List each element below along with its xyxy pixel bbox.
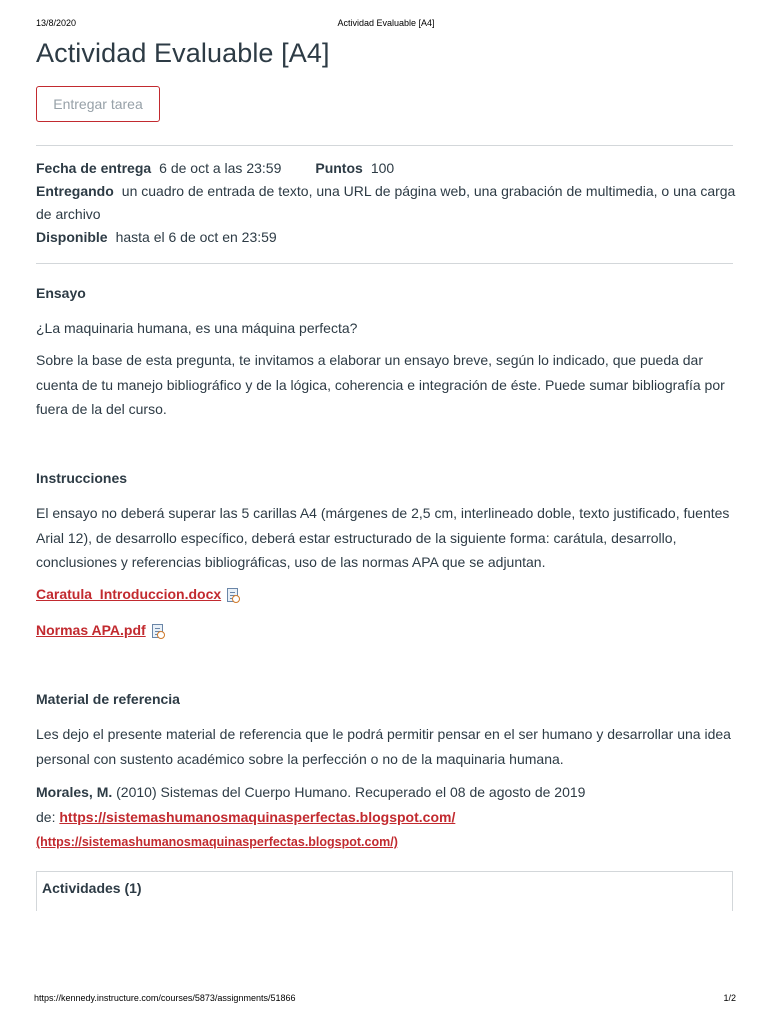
essay-body: Sobre la base de esta pregunta, te invitamos a elaborar un ensayo breve, según lo indicado, que pueda dar cuenta de tu manejo bibliográfico y de la lógica, coherencia e integración de éste. Puede sumar bibliografía por fuera de la del curso. — [36, 352, 725, 417]
essay-question: ¿La maquinaria humana, es una máquina perfecta? — [36, 320, 358, 336]
activities-heading: Actividades (1) — [42, 880, 142, 896]
submit-assignment-button[interactable]: Entregar tarea — [36, 86, 160, 122]
page-title: Actividad Evaluable [A4] — [36, 38, 330, 68]
print-title: Actividad Evaluable [A4] — [337, 18, 435, 28]
citation-text: (2010) Sistemas del Cuerpo Humano. Recuperado el 08 de agosto de 2019 — [112, 784, 586, 800]
essay-heading: Ensayo — [36, 285, 86, 301]
submitting-row — [36, 180, 736, 226]
reference-heading: Material de referencia — [36, 691, 180, 707]
instructions-body: El ensayo no deberá superar las 5 carillas A4 (márgenes de 2,5 cm, interlineado doble, texto justificado, fuentes Arial 12), de desarrollo específico, deberá estar estructurado de la siguiente forma: carátula, desarrollo, conclusiones y referencias bibliográficas, uso de las normas APA que se adjuntan. — [36, 505, 730, 570]
points-label: Puntos — [315, 160, 363, 176]
available-row — [36, 226, 736, 249]
activities-panel — [36, 871, 733, 911]
document-preview-icon[interactable] — [227, 588, 238, 602]
assignment-details — [36, 157, 736, 249]
page-number: 1/2 — [723, 993, 736, 1003]
citation — [36, 780, 736, 855]
document-preview-icon[interactable] — [152, 624, 163, 638]
divider — [36, 263, 733, 264]
print-header — [36, 18, 736, 32]
due-date-label: Fecha de entrega — [36, 160, 152, 176]
divider — [36, 145, 733, 146]
file-name[interactable]: Caratula_Introduccion.docx — [36, 586, 222, 602]
reference-body: Les dejo el presente material de referencia que le podrá permitir pensar en el ser humano y desarrollar una idea personal con sustento académico sobre la perfección o no de la maquinaria humana. — [36, 726, 731, 767]
citation-link[interactable]: https://sistemashumanosmaquinasperfectas.blogspot.com/ — [59, 808, 456, 825]
file-link-caratula[interactable] — [36, 586, 238, 602]
citation-prefix: de: — [36, 808, 60, 825]
available-value: hasta el 6 de oct en 23:59 — [115, 229, 277, 245]
submitting-label: Entregando — [36, 183, 114, 199]
instructions-heading: Instrucciones — [36, 470, 128, 486]
print-url: https://kennedy.instructure.com/courses/5873/assignments/51866 — [34, 993, 296, 1003]
citation-link-full[interactable]: (https://sistemashumanosmaquinasperfectas.blogspot.com/) — [36, 835, 398, 849]
due-date-row — [36, 157, 736, 180]
file-name[interactable]: Normas APA.pdf — [36, 622, 146, 638]
submitting-value: un cuadro de entrada de texto, una URL de página web, una grabación de multimedia, o una carga de archivo — [36, 183, 736, 222]
citation-author: Morales, M. — [36, 784, 113, 800]
points-value: 100 — [370, 160, 395, 176]
available-label: Disponible — [36, 229, 108, 245]
due-date-value: 6 de oct a las 23:59 — [159, 160, 282, 176]
print-date: 13/8/2020 — [36, 18, 77, 28]
file-link-normas-apa[interactable] — [36, 622, 163, 638]
